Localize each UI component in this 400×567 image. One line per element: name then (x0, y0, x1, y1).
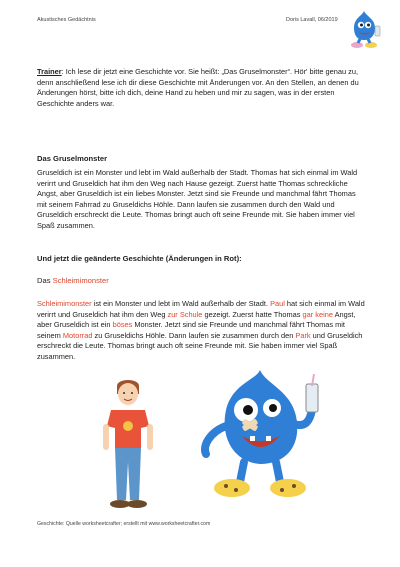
small-monster-icon (342, 8, 386, 52)
changed-word: Park (295, 330, 311, 340)
changed-word: Schleimimonster (37, 299, 92, 308)
footer-source: Geschichte: Quelle worksheetcrafter; erstellt mit www.worksheetcrafter.com (37, 521, 211, 527)
changed-word: gar keine (302, 309, 333, 319)
story-text: zu Gruseldichs Höhle. Dann laufen sie zusammen durch den (92, 330, 296, 340)
original-story: Gruseldich ist ein Monster und lebt im Wald außerhalb der Stadt. Thomas hat sich einmal im Wald verirrt und Gruseldich hat ihm den Weg nach Hause gezeigt. Zuerst hatte Thomas schreckliche Angst, aber Gruseldich ist ein liebes Monster. Jetzt sind sie Freunde und manchmal fährt Thomas mit seinem Fahrrad zu Gruseldichs Höhle. Dann laufen sie zusammen durch den Wald und Gruseldich erschreckt die Leute. Thomas bringt auch oft seine Freunde mit. Sie haben immer viel Spaß zusammen. (37, 168, 358, 230)
story-text: gezeigt. Zuerst hatte Thomas (202, 309, 303, 319)
changed-word: Motorrad (62, 330, 93, 340)
changed-story (37, 299, 367, 363)
intro-text: : Ich lese dir jetzt eine Geschichte vor. Sie heißt: „Das Gruselmonster“. Hör' bitte genau zu, denn anschließend lese ich dir diese Geschichte mit Änderungen vor. An den Stellen, an denen du Änderungen hörst, bitte ich dich, deine Hand zu heben und mir zu sagen, was in der ersten Geschichte anders war. (37, 67, 359, 108)
story-text: und Gruseldich erschreckt die Leute. Thomas bringt auch oft seine Freunde mit. Sie haben immer viel Spaß zusammen. (37, 330, 363, 361)
trainer-label: Trainer (37, 67, 62, 76)
changed-title-prefix: Das (37, 276, 53, 285)
blue-monster-illustration (190, 366, 330, 506)
header-right: Doris Lavall, 06/2019 (286, 17, 338, 23)
boy-illustration (95, 376, 161, 516)
intro-paragraph (37, 67, 367, 109)
changed-word: zur Schule (167, 309, 203, 319)
changed-title-red: Schleimimonster (52, 276, 109, 285)
story-text: Angst, aber Gruseldich ist ein (37, 309, 356, 330)
changed-heading: Und jetzt die geänderte Geschichte (Änderungen in Rot): (37, 254, 242, 263)
original-heading: Das Gruselmonster (37, 154, 108, 163)
changed-title (37, 276, 109, 285)
header-left: Akustisches Gedächtnis (37, 17, 96, 23)
story-text: ist ein Monster und lebt im Wald außerhalb der Stadt. (91, 299, 271, 308)
changed-word: böses (112, 320, 133, 330)
story-text: Monster. Jetzt sind sie Freunde und manchmal fährt Thomas mit seinem (37, 320, 345, 340)
story-text: hat sich einmal im Wald verirrt und Gruseldich hat ihm den Weg (37, 299, 365, 319)
changed-word: Paul (270, 299, 285, 308)
